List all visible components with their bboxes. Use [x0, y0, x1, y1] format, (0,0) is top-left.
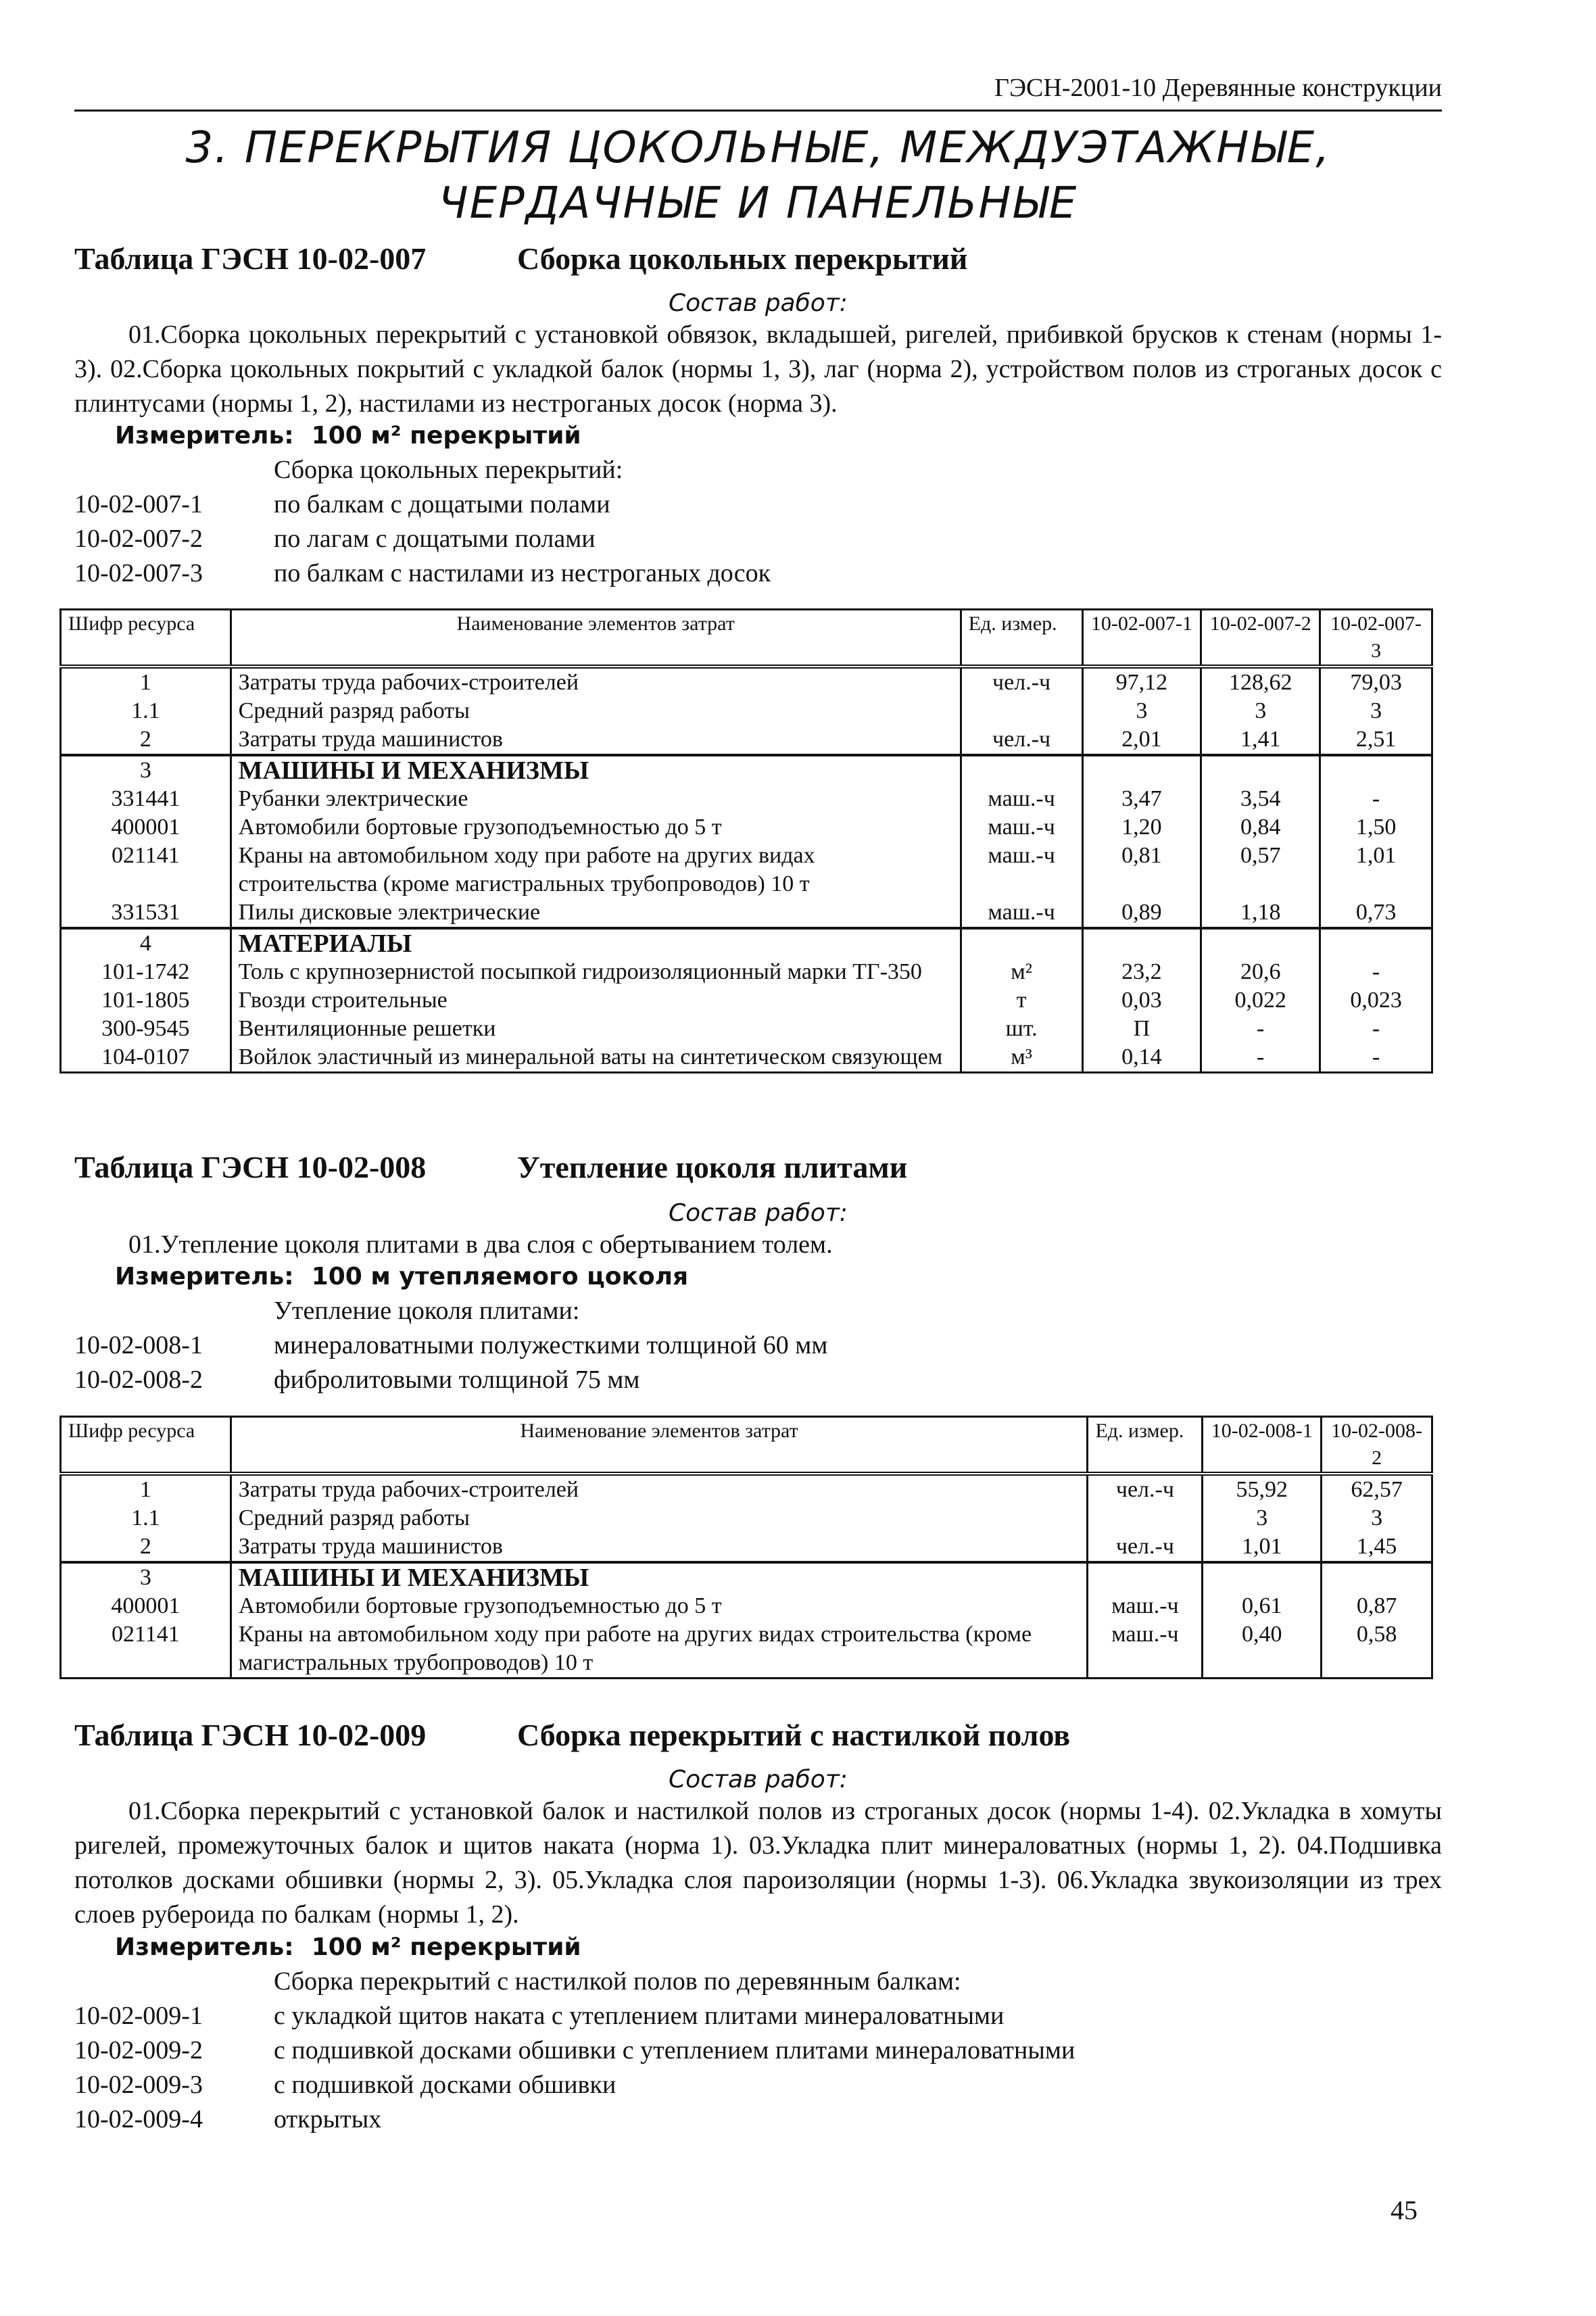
- cell-value: 55,92: [1203, 1474, 1322, 1504]
- cell-value: [1320, 928, 1432, 958]
- norm-text: с подшивкой досками обшивки с утеплением плитами минераловатными: [274, 2036, 1075, 2065]
- table-row: [61, 725, 1432, 755]
- cell-value: 1,01: [1320, 842, 1432, 898]
- cell-cipher: 4: [61, 928, 231, 958]
- norm-row: [74, 2068, 1075, 2102]
- cell-name: Гвозди строительные: [231, 986, 961, 1015]
- norm-code: 10-02-007-2: [74, 525, 203, 553]
- cell-value: 79,03: [1320, 667, 1432, 697]
- chapter-title: [74, 120, 1442, 231]
- cell-value: [1082, 928, 1201, 958]
- cell-value: 20,6: [1201, 958, 1320, 986]
- table-007-norms: [74, 453, 771, 591]
- page-number: 45: [1391, 2195, 1418, 2225]
- cell-unit: чел.-ч: [1088, 1474, 1203, 1504]
- cell-value: [1201, 928, 1320, 958]
- cell-value: 62,57: [1322, 1474, 1432, 1504]
- cell-value: 0,84: [1201, 813, 1320, 842]
- measure-unit: 100 м² перекрытий: [311, 1933, 581, 1961]
- norm-code: 10-02-007-3: [74, 559, 203, 587]
- table-007-work-text: [74, 318, 1442, 421]
- cell-name: Средний разряд работы: [231, 697, 961, 725]
- cell-name: Краны на автомобильном ходу при работе на других видах строительства (кроме магистральных трубопроводов) 10 т: [231, 1620, 1088, 1679]
- cell-value: 0,58: [1322, 1620, 1432, 1679]
- header-cipher: Шифр ресурса: [61, 1417, 231, 1474]
- cell-name: Затраты труда рабочих-строителей: [231, 1474, 1088, 1504]
- norm-text: минераловатными полужесткими толщиной 60 мм: [274, 1331, 828, 1359]
- cell-value: 3,54: [1201, 785, 1320, 813]
- header-col-2: 10-02-008-2: [1322, 1417, 1432, 1474]
- table-row: [61, 697, 1432, 725]
- norm-code: 10-02-008-2: [74, 1366, 203, 1394]
- cell-unit: [1088, 1504, 1203, 1533]
- header-unit: Ед. измер.: [961, 610, 1082, 667]
- cell-value: 0,89: [1082, 898, 1201, 928]
- cell-value: 3: [1320, 697, 1432, 725]
- norm-text: открытых: [274, 2105, 382, 2133]
- table-row: [61, 1592, 1432, 1620]
- cell-unit: маш.-ч: [1088, 1620, 1203, 1679]
- measure-unit: 100 м² перекрытий: [311, 422, 581, 450]
- cell-unit: шт.: [961, 1015, 1082, 1043]
- norm-text: с подшивкой досками обшивки: [274, 2071, 616, 2099]
- norm-code: 10-02-009-1: [74, 2002, 203, 2030]
- table-row: [61, 1474, 1432, 1504]
- cell-unit: [961, 697, 1082, 725]
- cell-value: 2,01: [1082, 725, 1201, 755]
- table-008-norms: [74, 1294, 827, 1397]
- cell-value: 1,45: [1322, 1533, 1432, 1562]
- cell-value: 1,01: [1203, 1533, 1322, 1562]
- cell-name: Затраты труда рабочих-строителей: [231, 667, 961, 697]
- cell-value: 2,51: [1320, 725, 1432, 755]
- cell-unit: [961, 928, 1082, 958]
- cell-value: 0,61: [1203, 1592, 1322, 1620]
- cell-value: 97,12: [1082, 667, 1201, 697]
- header-col-1: 10-02-008-1: [1203, 1417, 1322, 1474]
- table-009-measure: [115, 1933, 581, 1961]
- table-009-heading: [74, 1717, 1070, 1753]
- measure-unit: 100 м утепляемого цоколя: [311, 1263, 689, 1290]
- cell-value: 23,2: [1082, 958, 1201, 986]
- cell-value: 0,73: [1320, 898, 1432, 928]
- cell-value: П: [1082, 1015, 1201, 1043]
- cell-cipher: 101-1742: [61, 958, 231, 986]
- table-section-row: [61, 1562, 1432, 1592]
- cell-cipher: 1.1: [61, 697, 231, 725]
- table-007-work-label: Состав работ:: [669, 289, 848, 317]
- cell-cipher: 331531: [61, 898, 231, 928]
- table-row: [61, 958, 1432, 986]
- cell-unit: маш.-ч: [961, 898, 1082, 928]
- cell-value: 0,81: [1082, 842, 1201, 898]
- cell-value: 1,41: [1201, 725, 1320, 755]
- cell-cipher: 101-1805: [61, 986, 231, 1015]
- table-009-work-paragraph: 01.Сборка перекрытий с установкой балок и настилкой полов из строганых досок (нормы 1-4). 02.Укладка в хомуты ригелей, промежуточных балок и щитов наката (норма 1). 03.Укладка плит минераловатных (нормы 1, 2). 04.Подшивка потолков досками обшивки (нормы 2, 3). 05.Укладка слоя пароизоляции (нормы 1-3). 06.Укладка звукоизоляции из трех слоев рубероида по балкам (нормы 1, 2).: [74, 1797, 1442, 1929]
- cell-name: Пилы дисковые электрические: [231, 898, 961, 928]
- norm-code: 10-02-009-2: [74, 2036, 203, 2065]
- table-008-code: Таблица ГЭСН 10-02-008: [74, 1150, 427, 1184]
- norm-text: с укладкой щитов наката с утеплением плитами минераловатными: [274, 2002, 1005, 2030]
- norm-code: 10-02-009-3: [74, 2071, 203, 2099]
- cell-cipher: 331441: [61, 785, 231, 813]
- cell-name: Толь с крупнозернистой посыпкой гидроизоляционный марки ТГ-350: [231, 958, 961, 986]
- table-008: [59, 1416, 1433, 1679]
- table-008-title: Утепление цоколя плитами: [517, 1150, 908, 1184]
- cell-unit: маш.-ч: [1088, 1592, 1203, 1620]
- measure-label: Измеритель:: [115, 1933, 294, 1961]
- table-row: [61, 1533, 1432, 1562]
- norm-text: по балкам с дощатыми полами: [274, 490, 610, 518]
- cell-value: 0,87: [1322, 1592, 1432, 1620]
- cell-name: Вентиляционные решетки: [231, 1015, 961, 1043]
- measure-label: Измеритель:: [115, 422, 294, 450]
- cell-value: 3,47: [1082, 785, 1201, 813]
- cell-value: 3: [1322, 1504, 1432, 1533]
- cell-cipher: 1: [61, 667, 231, 697]
- cell-value: -: [1201, 1043, 1320, 1073]
- cell-value: -: [1320, 1043, 1432, 1073]
- table-007: [59, 608, 1433, 1073]
- table-row: [61, 1620, 1432, 1679]
- norms-lead: Сборка перекрытий с настилкой полов по деревянным балкам:: [274, 1967, 961, 1996]
- cell-value: 3: [1082, 697, 1201, 725]
- table-row: [61, 842, 1432, 898]
- table-row: [61, 1504, 1432, 1533]
- measure-label: Измеритель:: [115, 1263, 294, 1290]
- cell-unit: маш.-ч: [961, 785, 1082, 813]
- table-007-work-paragraph: 01.Сборка цокольных перекрытий с установкой обвязок, вкладышей, ригелей, прибивкой брусков к стенам (нормы 1-3). 02.Сборка цокольных покрытий с укладкой балок (нормы 1, 3), лаг (норма 2), устройством полов из строганых досок с плинтусами (нормы 1, 2), настилами из нестроганых досок (норма 3).: [74, 320, 1442, 418]
- norm-row: [74, 1363, 827, 1397]
- norm-row: [74, 2102, 1075, 2137]
- table-007-code: Таблица ГЭСН 10-02-007: [74, 241, 427, 276]
- table-009-work-label: Состав работ:: [669, 1766, 848, 1793]
- table-row: [61, 785, 1432, 813]
- cell-cipher: 104-0107: [61, 1043, 231, 1073]
- table-row: [61, 1015, 1432, 1043]
- cell-unit: т: [961, 986, 1082, 1015]
- header-col-1: 10-02-007-1: [1082, 610, 1201, 667]
- table-008-heading: [74, 1149, 907, 1185]
- running-header: ГЭСН-2001-10 Деревянные конструкции: [994, 74, 1442, 102]
- table-008-measure: [115, 1263, 688, 1290]
- cell-value: 1,50: [1320, 813, 1432, 842]
- norm-code: 10-02-008-1: [74, 1331, 203, 1359]
- cell-name: Автомобили бортовые грузоподъемностью до 5 т: [231, 813, 961, 842]
- table-row: [61, 986, 1432, 1015]
- norm-code: 10-02-009-4: [74, 2105, 203, 2133]
- cell-cipher: 021141: [61, 842, 231, 898]
- chapter-title-line-1: 3. ПЕРЕКРЫТИЯ ЦОКОЛЬНЫЕ, МЕЖДУЭТАЖНЫЕ,: [185, 123, 1331, 173]
- cell-value: 0,023: [1320, 986, 1432, 1015]
- table-009-code: Таблица ГЭСН 10-02-009: [74, 1718, 427, 1752]
- table-007-heading: [74, 241, 967, 276]
- cell-unit: чел.-ч: [961, 725, 1082, 755]
- table-007-measure: [115, 422, 581, 450]
- cell-value: 3: [1203, 1504, 1322, 1533]
- table-009-work-text: [74, 1794, 1442, 1932]
- section-name: МАШИНЫ И МЕХАНИЗМЫ: [231, 755, 961, 785]
- table-row: [61, 898, 1432, 928]
- table-row: [61, 813, 1432, 842]
- table-section-row: [61, 755, 1432, 785]
- header-cipher: Шифр ресурса: [61, 610, 231, 667]
- cell-cipher: 400001: [61, 1592, 231, 1620]
- norm-row: [74, 2033, 1075, 2068]
- cell-unit: чел.-ч: [961, 667, 1082, 697]
- cell-cipher: 1.1: [61, 1504, 231, 1533]
- norm-text: фибролитовыми толщиной 75 мм: [274, 1366, 640, 1394]
- cell-value: -: [1320, 1015, 1432, 1043]
- cell-value: 1,18: [1201, 898, 1320, 928]
- cell-cipher: 2: [61, 1533, 231, 1562]
- cell-value: -: [1320, 785, 1432, 813]
- cell-unit: [1088, 1562, 1203, 1592]
- header-unit: Ед. измер.: [1088, 1417, 1203, 1474]
- norm-row: [74, 522, 771, 556]
- cell-value: [1203, 1562, 1322, 1592]
- cell-name: Автомобили бортовые грузоподъемностью до 5 т: [231, 1592, 1088, 1620]
- table-009-norms: [74, 1964, 1075, 2137]
- header-col-3: 10-02-007-3: [1320, 610, 1432, 667]
- cell-value: 0,03: [1082, 986, 1201, 1015]
- cell-cipher: 400001: [61, 813, 231, 842]
- cell-name: Войлок эластичный из минеральной ваты на синтетическом связующем: [231, 1043, 961, 1073]
- cell-cipher: 3: [61, 755, 231, 785]
- cell-name: Средний разряд работы: [231, 1504, 1088, 1533]
- cell-name: Затраты труда машинистов: [231, 725, 961, 755]
- norm-row: [74, 487, 771, 522]
- cell-name: Рубанки электрические: [231, 785, 961, 813]
- table-header-row: [61, 1417, 1432, 1474]
- cell-value: 0,40: [1203, 1620, 1322, 1679]
- norms-lead: Сборка цокольных перекрытий:: [274, 456, 623, 484]
- norm-text: по лагам с дощатыми полами: [274, 525, 596, 553]
- norm-row: [74, 556, 771, 591]
- chapter-title-line-2: ЧЕРДАЧНЫЕ И ПАНЕЛЬНЫЕ: [438, 178, 1078, 228]
- cell-unit: чел.-ч: [1088, 1533, 1203, 1562]
- header-col-2: 10-02-007-2: [1201, 610, 1320, 667]
- cell-unit: м²: [961, 958, 1082, 986]
- cell-cipher: 2: [61, 725, 231, 755]
- table-007-title: Сборка цокольных перекрытий: [517, 241, 968, 276]
- cell-cipher: 3: [61, 1562, 231, 1592]
- cell-unit: м³: [961, 1043, 1082, 1073]
- cell-unit: маш.-ч: [961, 842, 1082, 898]
- table-row: [61, 667, 1432, 697]
- table-008-work-paragraph: 01.Утепление цоколя плитами в два слоя с обертыванием толем.: [128, 1230, 833, 1259]
- norm-row: [74, 1328, 827, 1363]
- table-header-row: [61, 610, 1432, 667]
- cell-value: 1,20: [1082, 813, 1201, 842]
- header-rule: [74, 110, 1442, 112]
- cell-name: Краны на автомобильном ходу при работе на других видах строительства (кроме магистральных трубопроводов) 10 т: [231, 842, 961, 898]
- table-008-work-label: Состав работ:: [669, 1199, 848, 1227]
- header-name: Наименование элементов затрат: [231, 610, 961, 667]
- header-name: Наименование элементов затрат: [231, 1417, 1088, 1474]
- cell-value: -: [1201, 1015, 1320, 1043]
- cell-value: [1320, 755, 1432, 785]
- cell-value: 0,14: [1082, 1043, 1201, 1073]
- norm-text: по балкам с настилами из нестроганых досок: [274, 559, 771, 587]
- norms-lead: Утепление цоколя плитами:: [274, 1297, 580, 1325]
- cell-value: [1201, 755, 1320, 785]
- cell-unit: маш.-ч: [961, 813, 1082, 842]
- table-row: [61, 1043, 1432, 1073]
- cell-cipher: 300-9545: [61, 1015, 231, 1043]
- section-name: МАШИНЫ И МЕХАНИЗМЫ: [231, 1562, 1088, 1592]
- table-section-row: [61, 928, 1432, 958]
- table-008-work-text: [74, 1228, 1442, 1262]
- cell-value: [1082, 755, 1201, 785]
- cell-cipher: 1: [61, 1474, 231, 1504]
- table-009-title: Сборка перекрытий с настилкой полов: [517, 1718, 1071, 1752]
- cell-value: -: [1320, 958, 1432, 986]
- norm-code: 10-02-007-1: [74, 490, 203, 518]
- cell-value: 0,57: [1201, 842, 1320, 898]
- cell-cipher: 021141: [61, 1620, 231, 1679]
- cell-value: [1322, 1562, 1432, 1592]
- cell-unit: [961, 755, 1082, 785]
- section-name: МАТЕРИАЛЫ: [231, 928, 961, 958]
- cell-value: 128,62: [1201, 667, 1320, 697]
- cell-name: Затраты труда машинистов: [231, 1533, 1088, 1562]
- cell-value: 3: [1201, 697, 1320, 725]
- norm-row: [74, 1999, 1075, 2033]
- cell-value: 0,022: [1201, 986, 1320, 1015]
